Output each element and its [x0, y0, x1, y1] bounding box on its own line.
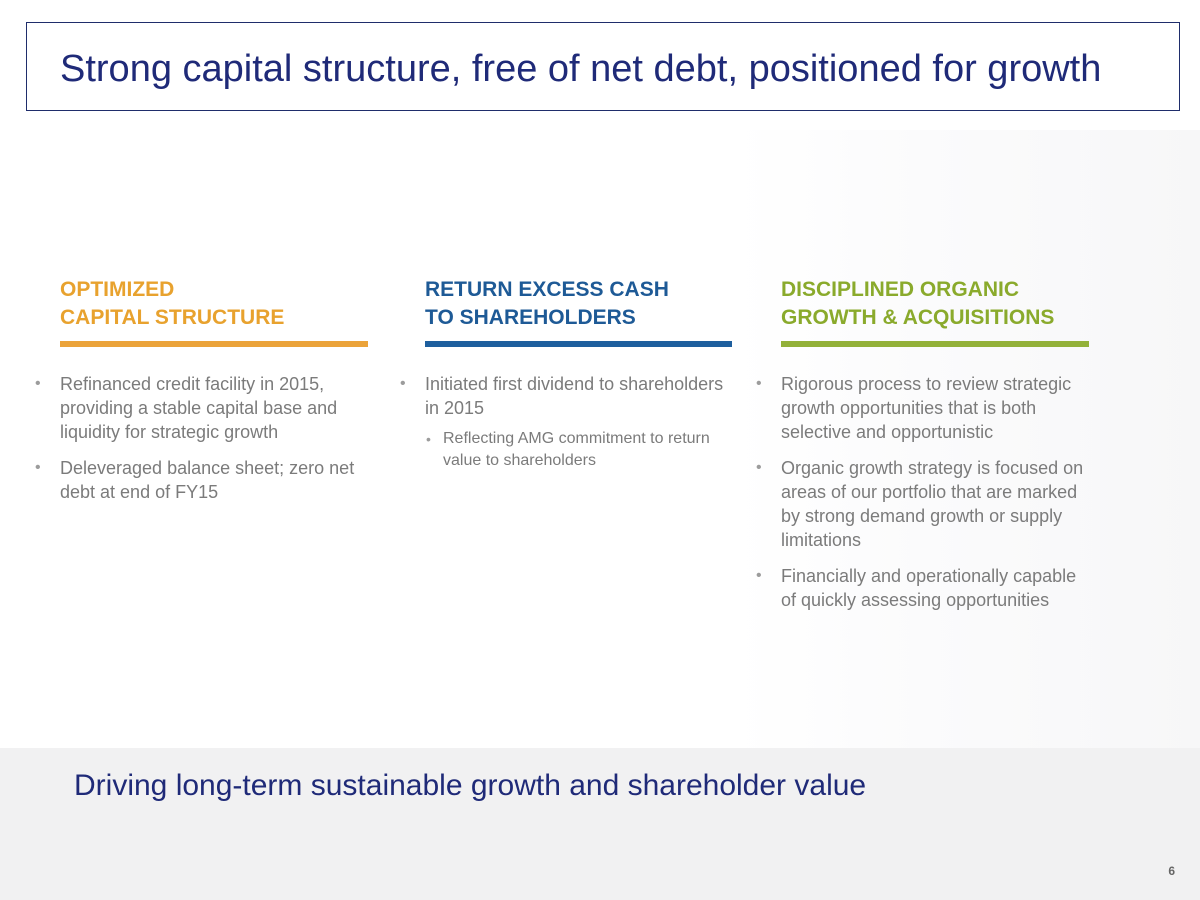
sub-bullet-list — [426, 428, 732, 472]
bullet-icon: • — [756, 567, 762, 584]
bullet-text: Rigorous process to review strategic growth opportunities that is both selective and opportunistic — [781, 374, 1072, 442]
bullet-icon: • — [35, 375, 41, 392]
bullet-text: Organic growth strategy is focused on areas of our portfolio that are marked by strong demand growth or supply limitations — [781, 458, 1084, 550]
bullet-icon: • — [400, 375, 406, 392]
sub-bullet-item — [426, 428, 732, 472]
column-rule — [781, 341, 1089, 347]
bullet-icon: • — [756, 459, 762, 476]
bullet-icon: • — [426, 431, 431, 447]
bullet-list — [756, 372, 1089, 612]
column-return-excess-cash — [400, 276, 732, 484]
column-rule — [425, 341, 732, 347]
column-heading-line-2: TO SHAREHOLDERS — [425, 306, 636, 329]
bullet-list — [35, 372, 368, 504]
footer-band — [0, 748, 1200, 900]
sub-bullet-text: Reflecting AMG commitment to return value to shareholders — [443, 430, 710, 469]
bullet-item — [35, 456, 368, 504]
footer-tagline: Driving long-term sustainable growth and shareholder value — [74, 769, 867, 802]
column-rule — [60, 341, 368, 347]
column-heading-line-2: GROWTH & ACQUISITIONS — [781, 306, 1055, 329]
bullet-text: Deleveraged balance sheet; zero net debt at end of FY15 — [60, 458, 355, 502]
column-heading — [425, 276, 732, 332]
bullet-item — [756, 372, 1089, 444]
slide-title: Strong capital structure, free of net debt, positioned for growth — [60, 48, 1102, 90]
title-box — [26, 22, 1180, 111]
column-heading-line-1: DISCIPLINED ORGANIC — [781, 278, 1020, 301]
bullet-list — [400, 372, 732, 472]
column-disciplined-organic-growth — [756, 276, 1089, 624]
bullet-icon: • — [756, 375, 762, 392]
bullet-item — [400, 372, 732, 472]
column-optimized-capital-structure — [35, 276, 368, 516]
page-number: 6 — [1168, 864, 1175, 878]
column-heading-line-2: CAPITAL STRUCTURE — [60, 306, 285, 329]
bullet-icon: • — [35, 459, 41, 476]
column-heading — [60, 276, 368, 332]
bullet-item — [756, 456, 1089, 552]
bullet-text: Financially and operationally capable of quickly assessing opportunities — [781, 566, 1077, 610]
bullet-item — [756, 564, 1089, 612]
column-heading-line-1: OPTIMIZED — [60, 278, 175, 301]
bullet-text: Initiated first dividend to shareholders in 2015 — [425, 374, 724, 418]
bullet-item — [35, 372, 368, 444]
bullet-text: Refinanced credit facility in 2015, providing a stable capital base and liquidity for strategic growth — [60, 374, 338, 442]
column-heading-line-1: RETURN EXCESS CASH — [425, 278, 669, 301]
column-heading — [781, 276, 1089, 332]
